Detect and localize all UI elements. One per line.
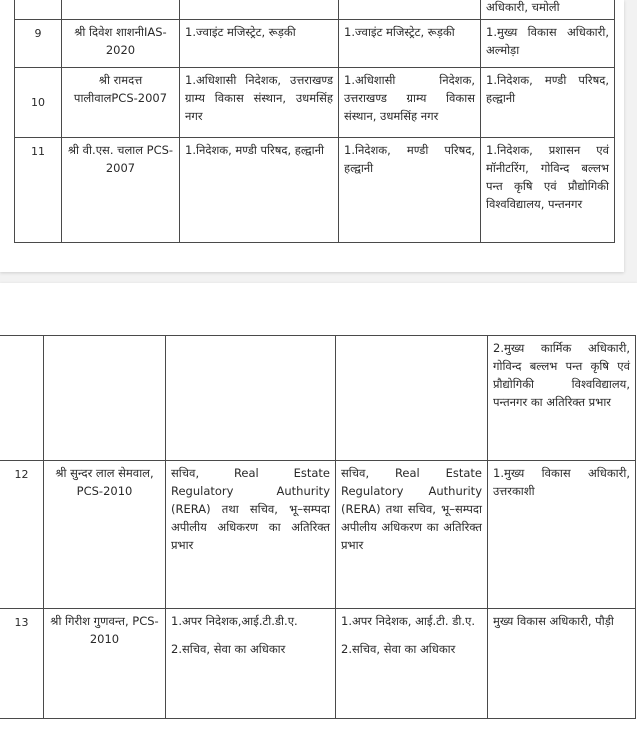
table-row bbox=[15, 138, 615, 243]
current-posting bbox=[166, 609, 336, 719]
document-page-2 bbox=[0, 283, 637, 729]
proposed-current: सचिव, Real Estate Regulatory Authurity (RERA) तथा सचिव, भू–सम्पदा अपीलीय अधिकरण का अतिरिक्त प्रभार bbox=[336, 461, 488, 609]
top-fragment-cell bbox=[481, 0, 615, 20]
officer-name: श्री सुन्दर लाल सेमवाल, PCS-2010 bbox=[44, 461, 166, 609]
serial-number: 12 bbox=[0, 461, 44, 609]
proposed-current bbox=[336, 609, 488, 719]
top-fragment: अधिकारी, चमोली bbox=[486, 0, 560, 14]
serial-number: 10 bbox=[15, 68, 62, 138]
table-row bbox=[15, 20, 615, 68]
officer-name: श्री दिवेश शाशनीIAS-2020 bbox=[62, 20, 180, 68]
new-posting: मुख्य विकास अधिकारी, पौड़ी bbox=[488, 609, 636, 719]
table-row bbox=[15, 68, 615, 138]
table-row bbox=[0, 336, 636, 461]
current-posting: 1.ज्वाइंट मजिस्ट्रेट, रूड़की bbox=[180, 20, 339, 68]
table-row bbox=[0, 461, 636, 609]
table-row bbox=[0, 609, 636, 719]
serial-number: 13 bbox=[0, 609, 44, 719]
current-posting-line: 1.अपर निदेशक,आई.टी.डी.ए. bbox=[171, 614, 298, 628]
officer-name: श्री वी.एस. चलाल PCS-2007 bbox=[62, 138, 180, 243]
transfer-table-page-1 bbox=[14, 0, 615, 243]
officer-name: श्री रामदत्त पालीवालPCS-2007 bbox=[62, 68, 180, 138]
current-posting: सचिव, Real Estate Regulatory Authurity (RERA) तथा सचिव, भू–सम्पदा अपीलीय अधिकरण का अतिरिक्त प्रभार bbox=[166, 461, 336, 609]
officer-name: श्री गिरीश गुणवन्त, PCS-2010 bbox=[44, 609, 166, 719]
new-posting: 1.मुख्य विकास अधिकारी, उत्तरकाशी bbox=[488, 461, 636, 609]
continuation-cell: 2.मुख्य कार्मिक अधिकारी, गोविन्द बल्लभ पन्त कृषि एवं प्रौद्योगिकी विश्वविद्यालय, पन्तनगर का अतिरिक्त प्रभार bbox=[488, 336, 636, 461]
current-posting-line: 2.सचिव, सेवा का अधिकार bbox=[171, 642, 286, 656]
proposed-current-line: 1.अपर निदेशक, आई.टी. डी.ए. bbox=[341, 614, 476, 628]
proposed-current-line: 2.सचिव, सेवा का अधिकार bbox=[341, 642, 456, 656]
transfer-table-page-2 bbox=[0, 335, 636, 719]
proposed-current: 1.ज्वाइंट मजिस्ट्रेट, रूड़की bbox=[339, 20, 481, 68]
new-posting: 1.मुख्य विकास अधिकारी, अल्मोड़ा bbox=[481, 20, 615, 68]
current-posting: 1.अधिशासी निदेशक, उत्तराखण्ड ग्राम्य विकास संस्थान, उधमसिंह नगर bbox=[180, 68, 339, 138]
current-posting: 1.निदेशक, मण्डी परिषद, हल्द्वानी bbox=[180, 138, 339, 243]
proposed-current: 1.अधिशासी निदेशक, उत्तराखण्ड ग्राम्य विकास संस्थान, उधमसिंह नगर bbox=[339, 68, 481, 138]
proposed-current: 1.निदेशक, मण्डी परिषद, हल्द्वानी bbox=[339, 138, 481, 243]
new-posting: 1.निदेशक, मण्डी परिषद, हल्द्वानी bbox=[481, 68, 615, 138]
serial-number: 9 bbox=[15, 20, 62, 68]
table-row bbox=[15, 0, 615, 20]
serial-number: 11 bbox=[15, 138, 62, 243]
new-posting: 1.निदेशक, प्रशासन एवं मॉनीटरिंग, गोविन्द बल्लभ पन्त कृषि एवं प्रौद्योगिकी विश्वविद्यालय, पन्तनगर bbox=[481, 138, 615, 243]
document-page-1 bbox=[0, 0, 624, 272]
